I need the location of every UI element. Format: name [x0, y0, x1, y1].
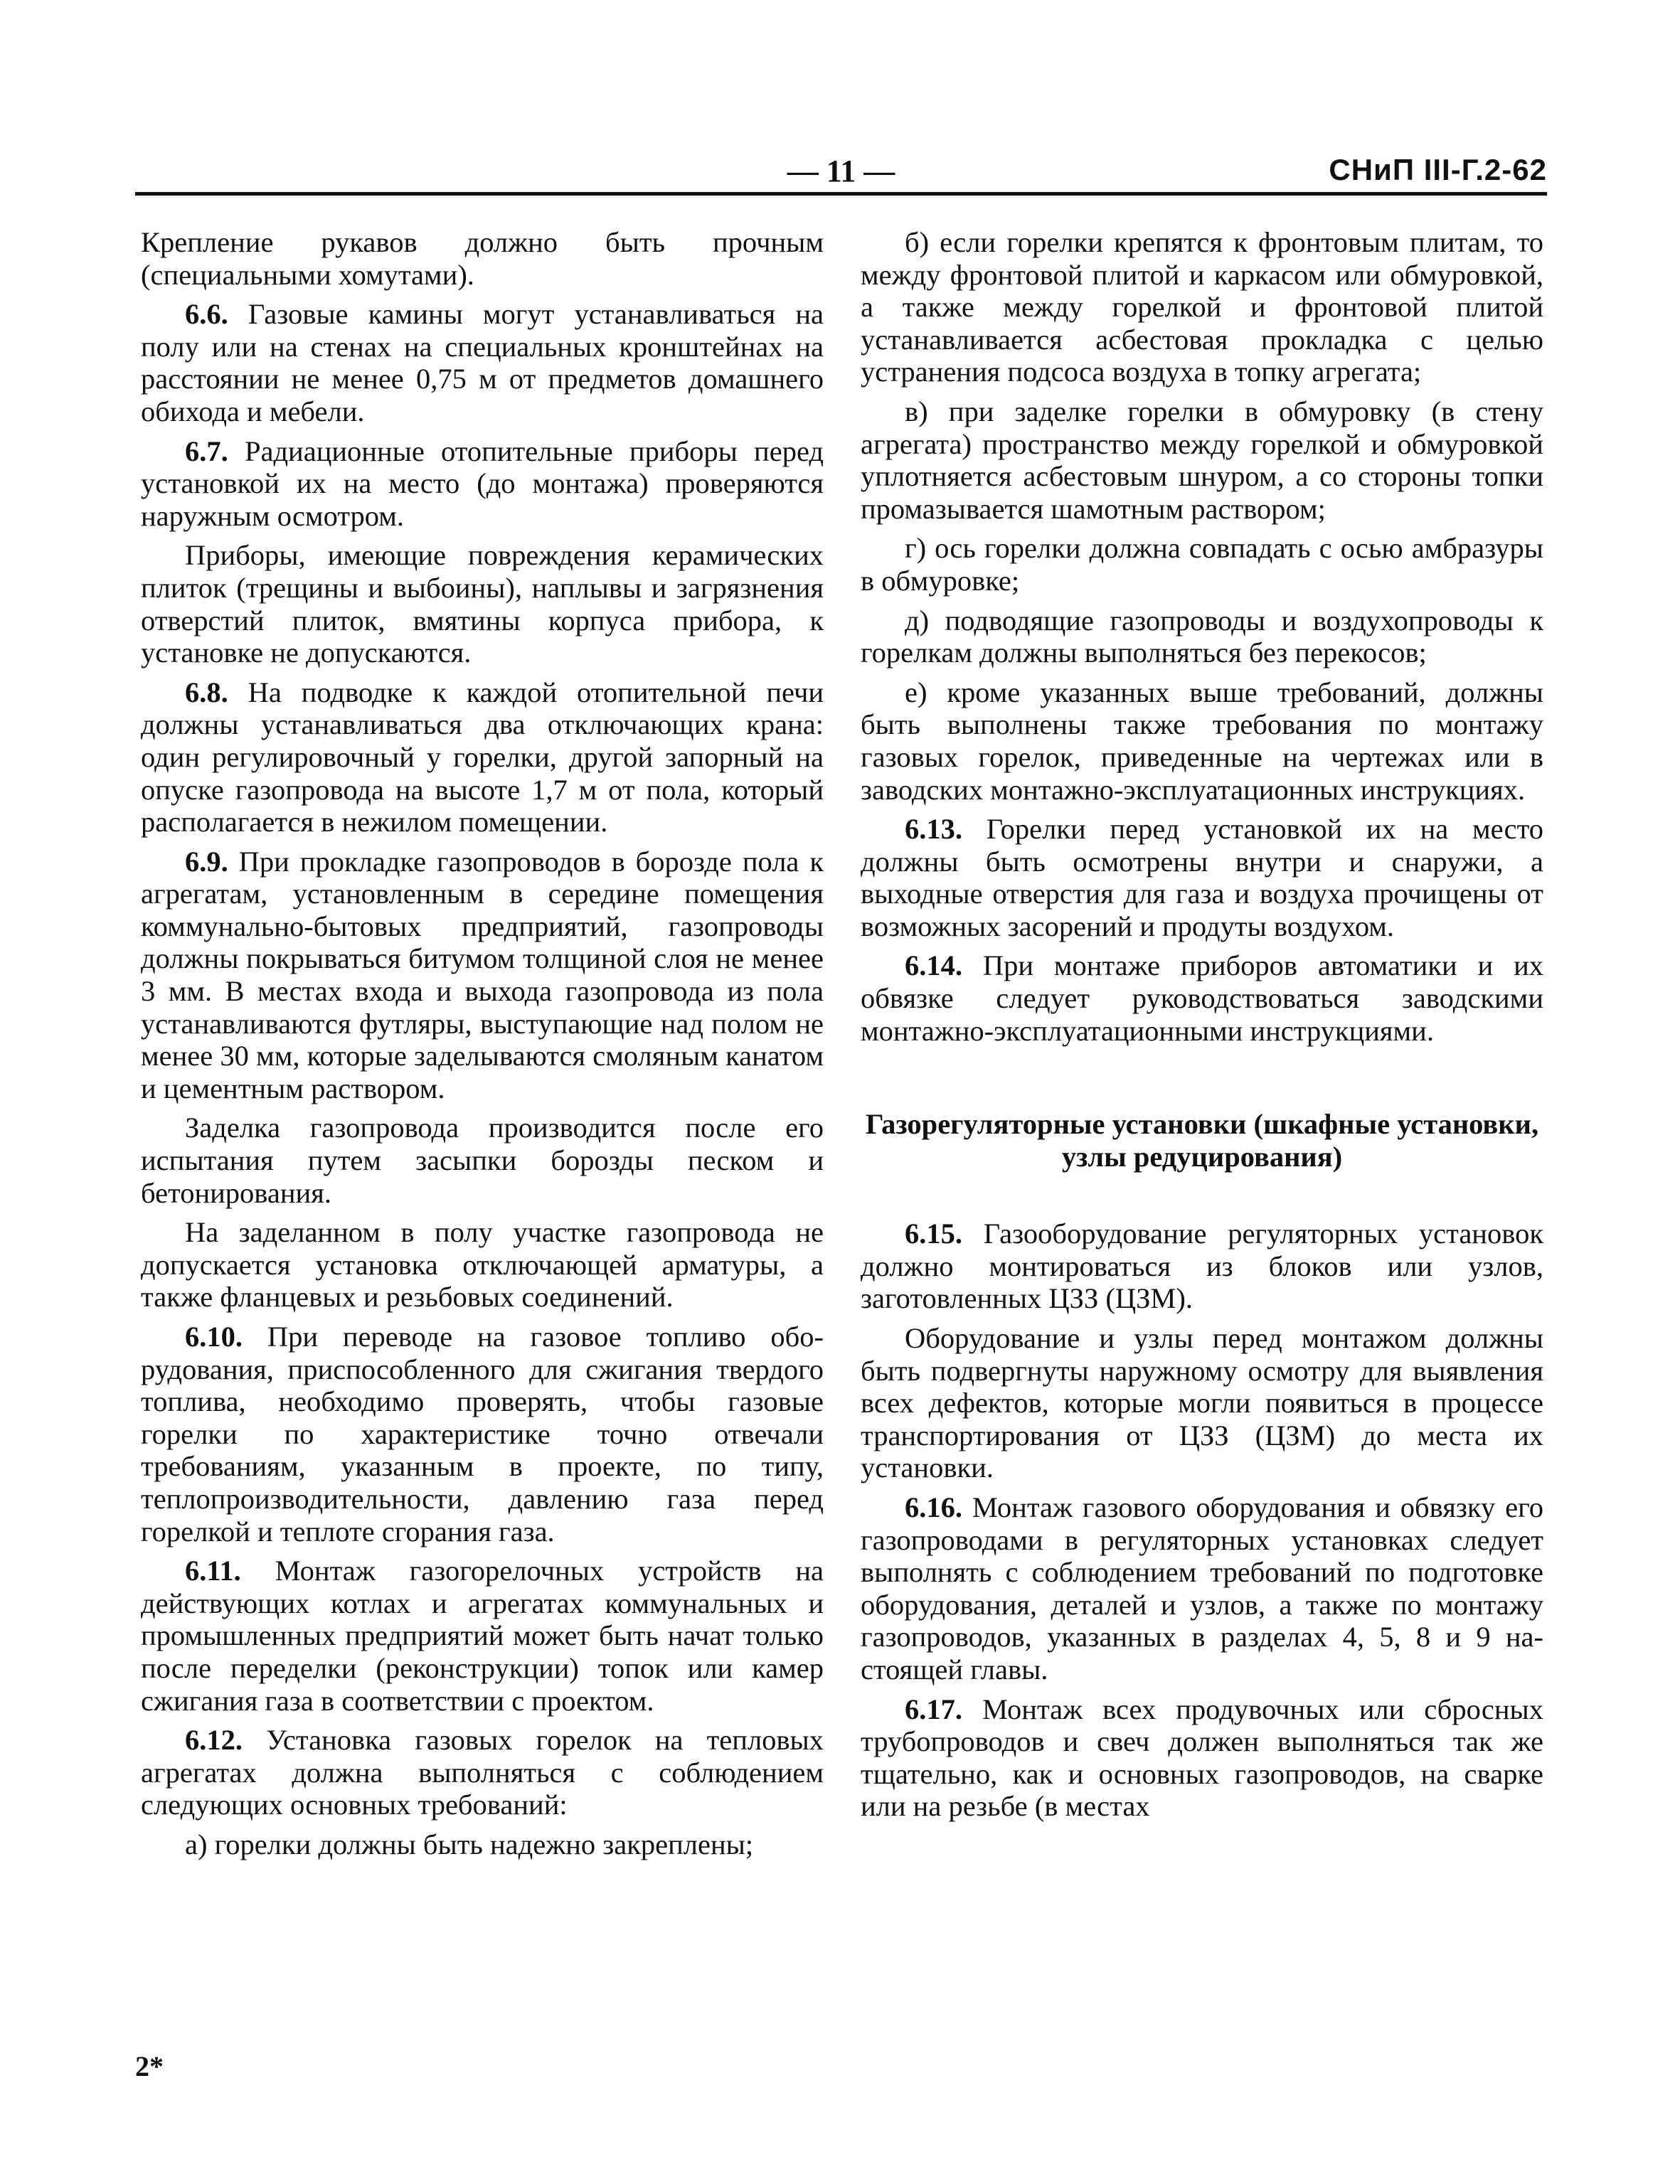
header-rule: [135, 192, 1547, 196]
paragraph: [861, 395, 1543, 525]
paragraph-text: На подводке к каждой отопительной печи должны устанавливаться два отключающих крана: один регулировочный у горелки, другой запорный на опуске газопровода на высоте 1,7 м от пола, который располагается в нежилом помещении.: [141, 676, 824, 838]
paragraph: [861, 226, 1543, 388]
paragraph-text: Газооборудование регуляторных установок должно монтироваться из блоков или узлов, заготовленных ЦЗЗ (ЦЗМ).: [861, 1218, 1543, 1315]
paragraph: [141, 846, 824, 1105]
paragraph: [141, 1724, 824, 1821]
paragraph-text: Горелки перед установкой их на место должны быть осмотрены внутри и снаружи, а выходные отверстия для газа и воздуха прочищены от возможных засорений и продуты воздухом.: [861, 813, 1543, 942]
paragraph-text: д) подводящие газопроводы и воздухопроводы к горелкам должны выполняться без перекосов;: [861, 604, 1543, 669]
paragraph-text: Монтаж газогорелочных устройств на действующих котлах и агрегатах коммунальных и промышленных предприятий может быть начат только после переделки (реконструкции) топок или камер сжигания газа в соответствии с проектом.: [141, 1555, 824, 1717]
clause-number: 6.12.: [185, 1724, 243, 1757]
paragraph: [141, 1555, 824, 1717]
clause-number: 6.16.: [905, 1491, 962, 1523]
paragraph-text: При монтаже приборов автоматики и их обвязке следует руководствоваться заводскими монтажно-эксплуатационными инструкциями.: [861, 949, 1543, 1047]
page-header: [135, 153, 1547, 196]
paragraph: [141, 1828, 824, 1861]
paragraph-text: При переводе на газовое топливо оборудования, приспособленного для сжигания твердого топлива, необходимо проверять, чтобы газовые горелки по характеристике точно отвечали требованиям, указанным в проекте, по типу, теплопроизводительности, давлению газа перед горелкой и теплоте сгорания газа.: [141, 1321, 824, 1548]
clause-number: 6.10.: [185, 1321, 243, 1353]
paragraph: [141, 539, 824, 668]
paragraph: [861, 604, 1543, 669]
right-column: [861, 226, 1543, 1830]
paragraph-text: Монтаж газового оборудования и обвязку его газопроводами в регуляторных установках следует выполнять с соблюдением требований по подготовке оборудования, деталей и узлов, а также по монтажу газопроводов, указанных в разделах 4, 5, 8 и 9 настоящей главы.: [861, 1491, 1543, 1685]
paragraph: [141, 1216, 824, 1314]
clause-number: 6.17.: [905, 1693, 962, 1725]
paragraph: [861, 813, 1543, 942]
paragraph-text: б) если горелки крепятся к фронтовым плитам, то между фронтовой плитой и каркасом или обмуровкой, а также между горелкой и фронтовой плитой устанавливается асбестовая прокладка с целью устранения подсоса воздуха в топку агрегата;: [861, 226, 1543, 388]
paragraph-text: На заделанном в полу участке газопровода не допускается установка отключающей арматуры, а также фланцевых и резьбовых соединений.: [141, 1216, 824, 1314]
clause-number: 6.14.: [905, 949, 962, 982]
paragraph-text: г) ось горелки должна совпадать с осью амбразуры в обмуровке;: [861, 532, 1543, 597]
paragraph-text: Заделка газопровода производится после его испытания путем засыпки борозды песком и бетонирования.: [141, 1112, 824, 1209]
paragraph-text: а) горелки должны быть надежно закреплены;: [185, 1828, 754, 1860]
paragraph: [861, 532, 1543, 597]
paragraph: [141, 226, 824, 291]
paragraph-text: При прокладке газопроводов в борозде пола к агрегатам, установленным в середине помещения коммунально-бытовых предприятий, газопроводы должны покрываться битумом толщиной слоя не менее 3 мм. В местах входа и выхода газопровода из пола устанавливаются футляры, выступающие над полом не менее 30 мм, которые заделываются смоляным канатом и цементным раствором.: [141, 845, 824, 1104]
paragraph: [861, 1491, 1543, 1686]
signature-mark: 2*: [135, 2050, 164, 2082]
paragraph: [861, 1322, 1543, 1484]
page-number: — 11 —: [787, 154, 895, 188]
paragraph: [141, 1321, 824, 1548]
document-code: СНиП III-Г.2-62: [1329, 153, 1547, 186]
paragraph: [141, 435, 824, 533]
paragraph: [861, 676, 1543, 806]
paragraph-text: Установка газовых горелок на тепловых агрегатах должна выполняться с соблюдением следующих основных требований:: [141, 1724, 824, 1821]
paragraph-text: Приборы, имеющие повреждения керамических плиток (трещины и выбоины), наплывы и загрязнения отверстий плиток, вмятины корпуса прибора, к установке не допускаются.: [141, 539, 824, 669]
clause-number: 6.7.: [185, 435, 228, 467]
paragraph: [861, 1218, 1543, 1315]
paragraph: [141, 1112, 824, 1209]
clause-number: 6.15.: [905, 1218, 962, 1250]
clause-number: 6.13.: [905, 813, 962, 846]
clause-number: 6.6.: [185, 298, 228, 331]
paragraph-text: Газовые камины могут устанавливаться на полу или на стенах на специальных кронштейнах на расстоянии не менее 0,75 м от предметов домашнего обихода и мебели.: [141, 298, 824, 427]
paragraph-text: в) при заделке горелки в обмуровку (в стену агрегата) пространство между горелкой и обмуровкой уплотняется асбестовым шнуром, а со стороны топки промазывается шамотным раствором;: [861, 395, 1543, 525]
clause-number: 6.9.: [185, 845, 228, 878]
section-heading: Газорегуляторные установки (шкафные установки, узлы редуцирования): [865, 1108, 1539, 1173]
paragraph-text: Оборудование и узлы перед монтажом должны быть подвергнуты наружному осмотру для выявления всех дефектов, которые могли появиться в процессе транспортирования от ЦЗЗ (ЦЗМ) до места их установки.: [861, 1322, 1543, 1484]
paragraph: [141, 676, 824, 838]
clause-number: 6.11.: [185, 1555, 241, 1587]
left-column: [141, 226, 824, 1868]
clause-number: 6.8.: [185, 676, 228, 708]
paragraph: [861, 949, 1543, 1047]
paragraph-text: Монтаж всех продувочных или сбросных трубопроводов и свеч должен выполняться так же тщательно, как и основных газопроводов, на сварке или на резьбе (в местах: [861, 1693, 1543, 1823]
paragraph-text: е) кроме указанных выше требований, должны быть выполнены также требования по монтажу газовых горелок, приведенные на чертежах или в заводских монтажно-эксплуатационных инструкциях.: [861, 676, 1543, 806]
paragraph-text: Крепление рукавов должно быть прочным (специальными хомутами).: [141, 226, 824, 291]
paragraph-text: Радиационные отопительные приборы перед установкой их на место (до монтажа) проверяются наружным осмотром.: [141, 435, 824, 532]
paragraph: [861, 1693, 1543, 1823]
paragraph: [141, 298, 824, 427]
